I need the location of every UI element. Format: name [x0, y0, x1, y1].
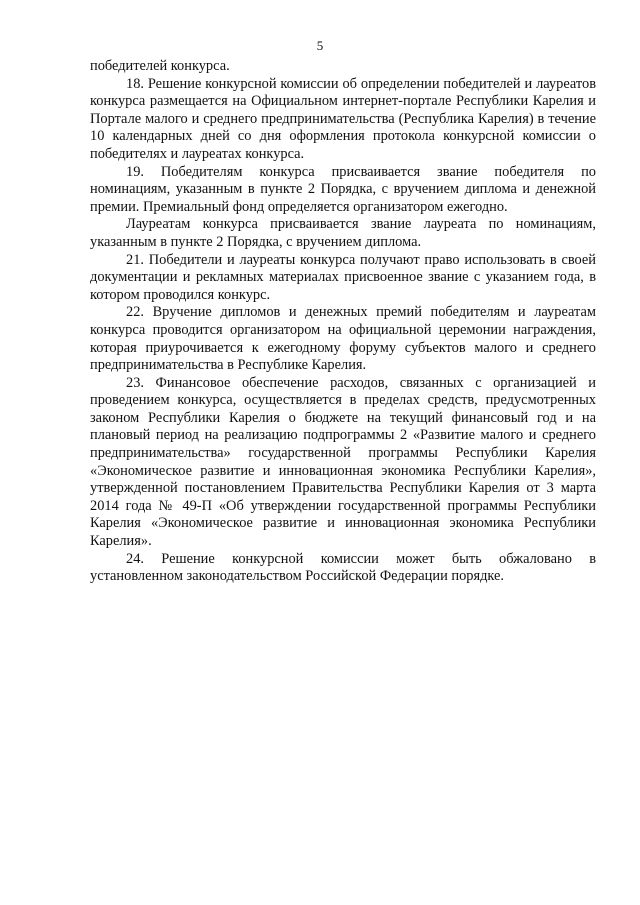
- paragraph-continuation: победителей конкурса.: [90, 58, 230, 74]
- paragraph-23: 23. Финансовое обеспечение расходов, связанных с организацией и проведением конкурса, осуществляется в пределах средств, предусмотренных законом Республики Карелия о бюджете на текущий финансовый год и на плановый период на реализацию подпрограммы 2 «Развитие малого и среднего предпринимательства» государственной программы Республики Карелия «Экономическое развитие и инновационная экономика Республики Карелия», утвержденной постановлением Правительства Республики Карелия от 3 марта 2014 года № 49-П «Об утверждении государственной программы Республики Карелия «Экономическое развитие и инновационная экономика Республики Карелия».: [90, 374, 596, 550]
- paragraph-21: 21. Победители и лауреаты конкурса получают право использовать в своей документации и рекламных материалах присвоенное звание с указанием года, в котором проводился конкурс.: [90, 251, 596, 303]
- paragraph-20-laureates: Лауреатам конкурса присваивается звание лауреата по номинациям, указанным в пункте 2 Порядка, с вручением диплома.: [90, 216, 596, 250]
- paragraph-22: 22. Вручение дипломов и денежных премий победителям и лауреатам конкурса проводится организатором на официальной церемонии награждения, которая приурочивается к ежегодному форуму субъектов малого и среднего предпринимательства в Республике Карелия.: [90, 304, 596, 374]
- paragraph-24: 24. Решение конкурсной комиссии может быть обжаловано в установленном законодательством Российской Федерации порядке.: [90, 550, 596, 585]
- page-number: 5: [316, 38, 324, 53]
- document-body: [90, 58, 596, 586]
- paragraph-18: 18. Решение конкурсной комиссии об определении победителей и лауреатов конкурса размещается на Официальном интернет-портале Республики Карелия и Портале малого и среднего предпринимательства (Республика Карелия) в течение 10 календарных дней со дня оформления протокола конкурсной комиссии о победителях и лауреатах конкурса.: [90, 75, 596, 162]
- paragraph-19: 19. Победителям конкурса присваивается звание победителя по номинациям, указанным в пункте 2 Порядка, с вручением диплома и денежной премии. Премиальный фонд определяется организатором ежегодно.: [90, 163, 596, 215]
